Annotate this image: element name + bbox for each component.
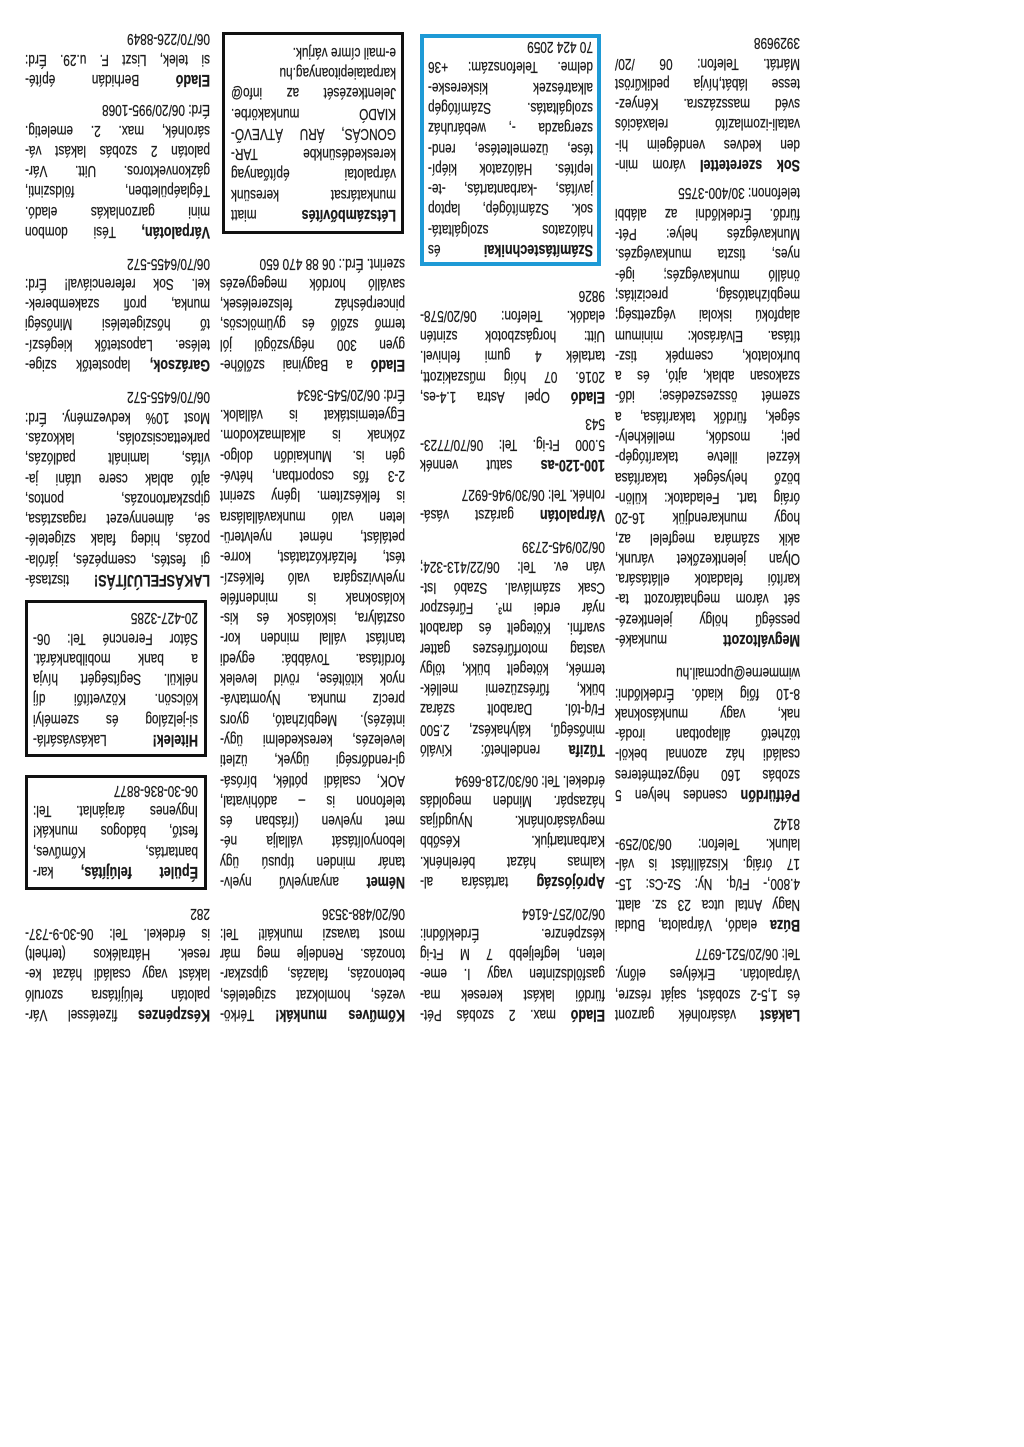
ad-german-teacher [220, 384, 405, 892]
ad-keyword: 100-120-as [540, 456, 605, 475]
ad-masonry-work [220, 902, 405, 1025]
ad-keyword: Várpalotán [539, 506, 605, 525]
ad-garage-wanted [420, 483, 605, 525]
ad-last-line: rolnék. Tel: 06/30/946-6927 [461, 485, 605, 503]
ad-text: Opel Astra 1.4-es, 2016. 07 hóig műszakizott, tartalék 4 gumi felnivel. Uitt: horgászbotok szintén eladók. Telefon: 06/20/578- [420, 306, 605, 405]
ad-last-line: 06/70/226-8849 [127, 30, 210, 48]
ad-keyword: Eladó [175, 71, 210, 90]
ad-wheat-for-sale [615, 812, 800, 935]
ad-last-line: Tel: 06/20/521-6977 [695, 945, 800, 963]
ad-vineyard-for-sale [220, 252, 405, 375]
ad-text: fizetéssel Vár- palotán felújításra szoruló lakást vagy családi házat ke- resek. Hátralékos (terhelt) is érdekel. Tel: 06-30-9-737- [25, 924, 210, 1023]
ad-keyword: Aprójószág [536, 873, 605, 892]
ad-last-line: 06/20/945-2739 [522, 538, 605, 556]
ad-last-line: érdekel. Tel: 06/30/218-6694 [455, 771, 605, 789]
ad-text: Lakásvásárlá- si-jelzálog és személyi kölcsön. Közvetítői díj nélkül. Segítségért hívja a bank mobilbankárát. Sátor Ferencné Tel: 06- [32, 629, 198, 748]
ad-loans [33, 607, 198, 750]
ad-it-services [428, 36, 593, 260]
ad-text: miatt munkatársat keresünk várpalotai építőanyag kereskedésünkbe TAR- GONCÁS, ÁRU ÁTVEVŐ- KIADÓ munkakörbe. Jelentkezését az info@ karpataiepitoanyag.hu [230, 63, 396, 223]
ad-building-plot-for-sale [25, 28, 210, 90]
ad-last-line: 70 424 2059 [527, 38, 593, 56]
ad-last-line: 9826 [578, 286, 605, 304]
ad-last-line: 8142 [773, 814, 800, 832]
ad-keyword: Eladó [370, 356, 405, 375]
ad-keyword: Pétfürdőn [740, 786, 800, 805]
ad-last-line: 06-30-836-8877 [113, 781, 198, 799]
ad-last-line: 543 [585, 415, 605, 433]
ad-text: Berhidán építé- si telek, Liszt F. u.29. Érd: [25, 50, 210, 88]
ad-keyword: Lakást [760, 1006, 800, 1025]
ad-keyword: LAKÁSFELÚJÍTÁS! [93, 571, 210, 590]
ad-last-line: 06/70/6455-572 [127, 388, 210, 406]
ad-text: és hálózatos szolgáltatá- sok. Számítógép, laptop javítás, -karbantartás, -te- lepítés. Hálózatok kiépí- tése, üzemeltetése, rend- szergazda -, webáruház szolgáltatás. Számítógép alkatrészek kiskereske- delme. Telefonszám: +36 [427, 58, 593, 258]
ad-text: Tési dombon mini garzonlakás eladó. Téglaépületben, földszinti, gázkonvektoros. Uitt. Vár- palotán 2 szobás lakást vá- sárolnék, max. 2. emeletig. [25, 121, 210, 240]
ad-cash-house-wanted [25, 902, 210, 1025]
ad-garage-roof-insulation [25, 252, 210, 375]
ad-last-line: 06/20/257-6164 [522, 904, 605, 922]
ad-vise-wanted [420, 413, 605, 475]
ad-text: a Bagyinai szőlőhe- gyen 300 négyszögöl jól termő szőlő és gyümölcsös, pincerpésház felszerelések, saválló hordók megegyezés [220, 274, 405, 373]
ad-last-line: telefonon: 30/400-3755 [678, 184, 800, 202]
ad-keyword: Német [366, 873, 405, 892]
ad-text: anyanyelvű nyelv- tanár minden típusú ügy lebonyolítását vállalja né- met nyelven (írásban és telefonon is – adóhivatal, AOK, családi pótlék, bírósá- gi-rendőrségi ügyek, üzleti levelezés, kereskedelmi ügy- intézés). Megbízható, gyors precíz munka. Nyomtatvá- nyok kitöltése, rövid levelek fordítása. Továbbá: egyedi tanítást vállal minden kor- osztályra, iskolások és kis- kolásoknak is mindenféle nyelvvizsgára való felkészí- tést, felzárkóztatást, korre- petálást, német nyelvterü- leten való munkavállalásra is felkészítem. Igény szerint 2-3 fős csoportban, hétvé- gén is. Munkaidőn dolgo- zóknak is alkalmazkodom. Egyetemistákat is vállalok. [220, 406, 405, 890]
ad-home-renovation [25, 386, 210, 590]
ad-last-line: 06/70/6455-572 [127, 254, 210, 272]
ad-text: satut vennék 5.000 Ft-ig. Tel: 06/70/7723- [420, 435, 605, 473]
ad-text: max. 2 szobás Pét- fürdői lakást keresek ma- gasföldszinten vagy I. eme- leten, legfeljebb 7 M Ft-ig készpénzre. Érdeklődni: [420, 924, 605, 1023]
ad-last-line: Érd: 06/20/545-3634 [297, 385, 405, 403]
ad-apartment-wanted [615, 943, 800, 1025]
ad-keyword: Kőműves munkák! [275, 1006, 405, 1025]
ad-building-renovation [33, 780, 198, 882]
ad-studio-flat-for-sale [25, 99, 210, 242]
ad-text: eladó, Várpalota, Budai Nagy Antal utca 23 sz. alatt. 4.800,- Ft/q. Ny: Sz-Cs: 15- 17 óráig. Kiszállítást is vál- lalunk. Telefon: 06/30/259- [615, 834, 800, 933]
ad-text: kar- bantartás, Kőműves, festő, bádogos munkák! Ingyenes árajánlat. Tel: [32, 802, 198, 880]
ad-cleaner-job [615, 182, 800, 650]
ad-keyword: Számítástechnikai [483, 241, 593, 260]
ad-text: tisztasá- gi festés, csempézés, járóla- pozás, hideg falak szigetelé- se, álmennyezet ragasztása, gipszkartonozás, pontos, ajtó ablak csere utáni ja- vítás, laminált padlózás, parkettacsiszolás, lakkozás. Most 10% kedvezmény. Érd: [25, 408, 210, 588]
ad-car-for-sale [420, 284, 605, 407]
ad-last-line: szerint. Érd.: 06 88 470 650 [259, 254, 405, 272]
ad-last-line: 3929698 [753, 34, 800, 52]
ad-keyword: Garázsok, [149, 356, 210, 375]
ad-text: vásárolnék garzont és 1,5-2 szobást, saját részre, Várpalotán. Erkélyes előny. [615, 965, 800, 1023]
ad-text: várom min- den kedves vendégeim hi- vatali-izomlazító relaxációs svéd masszázsra. Kényez- tesse lábát,hívja pedikűröst Mártát. Telefon: 06 /20/ [614, 54, 800, 173]
ad-text: lapostetők szige- telése. Lapostetők kiegészí- tő hőszigetelési Minőségi munka, profi szakemberek- kel. Sok referenciával! Érd: [25, 274, 210, 373]
ad-last-line: e-mail címre várjuk. [292, 43, 396, 61]
ad-job-offer-forklift [231, 41, 396, 225]
ad-last-line: 20-427-3285 [130, 609, 198, 627]
ad-flat-wanted-petfurdo [420, 902, 605, 1025]
ad-keyword: Eladó [570, 1006, 605, 1025]
ad-house-rent-small-animals [420, 769, 605, 892]
ad-keyword: Megváltozott [723, 631, 800, 650]
ad-text: Térkö- vezés, homlokzat szigetelés, betonozás, falazás, gipszkar- tonozás. Rendelje meg már most tavaszi munkáit! Tel: [220, 924, 405, 1023]
ad-text: rendelhető: Kiváló minőségű, kályhakész, 2.500 Ft/q-tól. Darabolt száraz bükk, fűrészüzemi mellék- termék, kötegelt bükk, tölgy vastag motorfűrészes gatter svarfni. Kötegelt és darabolt nyár erdei m³. Fűrészpor Csak számlával. Szabó Ist- ván ev. Tel: 06/22/413-324; [420, 558, 605, 758]
ad-keyword: Készpénzes [137, 1006, 210, 1025]
ad-house-for-rent [615, 662, 800, 805]
ad-text: garázst vásá- [420, 506, 540, 523]
ad-last-line: 282 [190, 904, 210, 922]
ad-last-line: 06/20/488-3536 [322, 904, 405, 922]
ad-keyword: Létszámbővítés [301, 206, 396, 225]
ad-massage-pedicure [615, 32, 800, 175]
ad-keyword: Sok szeretettel [699, 156, 800, 175]
ad-text: csendes helyen 5 szobás 160 négyzetméteres családi ház azonnal beköl- tözhető állapotban irodá- nak, vagy munkásoknak 8-10 főig kiadó. Érdeklődni: [615, 684, 800, 803]
ad-keyword: Eladó [570, 388, 605, 407]
ad-firewood [420, 536, 605, 760]
ad-keyword: Épület felújítás, [80, 863, 198, 882]
ad-last-line: Érd: 06/20/995-1068 [102, 101, 210, 119]
ad-keyword: Várpalotán, [141, 223, 210, 242]
ad-text: munkaké- pességű hölgy jelentkezé- sét várom meghatározott ta- karítói feladatok ellátására. Olyan jelentkezőket várunk, akik számára megfelel az, hogy munkarendjük 16-20 óráig tart. Feladatok: külön- böző helységek takarítása kézzel illetve takarítógép- pel; mosdók, mellékhely- ségek, fürdők takarítása, a szemét összeszedése; idő- szakosan ablak, ajtó, és a burkolatok, csempék tisz- títása. Elvárások: minimum alapfokú iskolai végzettség; megbízhatóság, precizitás; önálló munkavégzés; igé- nyes, tiszta munkavégzés. Munkavégzés helye: Pét- fürdő. Érdeklődni az alábbi [615, 204, 800, 648]
ad-last-line: wimmerne@upcmail.hu [676, 664, 800, 682]
ad-keyword: Hitelek! [152, 731, 198, 750]
ad-text: tartására al- kalmas házat bérelnénk. Karbantartjuk. Később megvásárolnánk. Nyugdíjas házaspár. Minden megoldás [420, 791, 605, 890]
ad-keyword: Tűzifa [568, 741, 605, 760]
ad-keyword: Búza [769, 916, 800, 935]
